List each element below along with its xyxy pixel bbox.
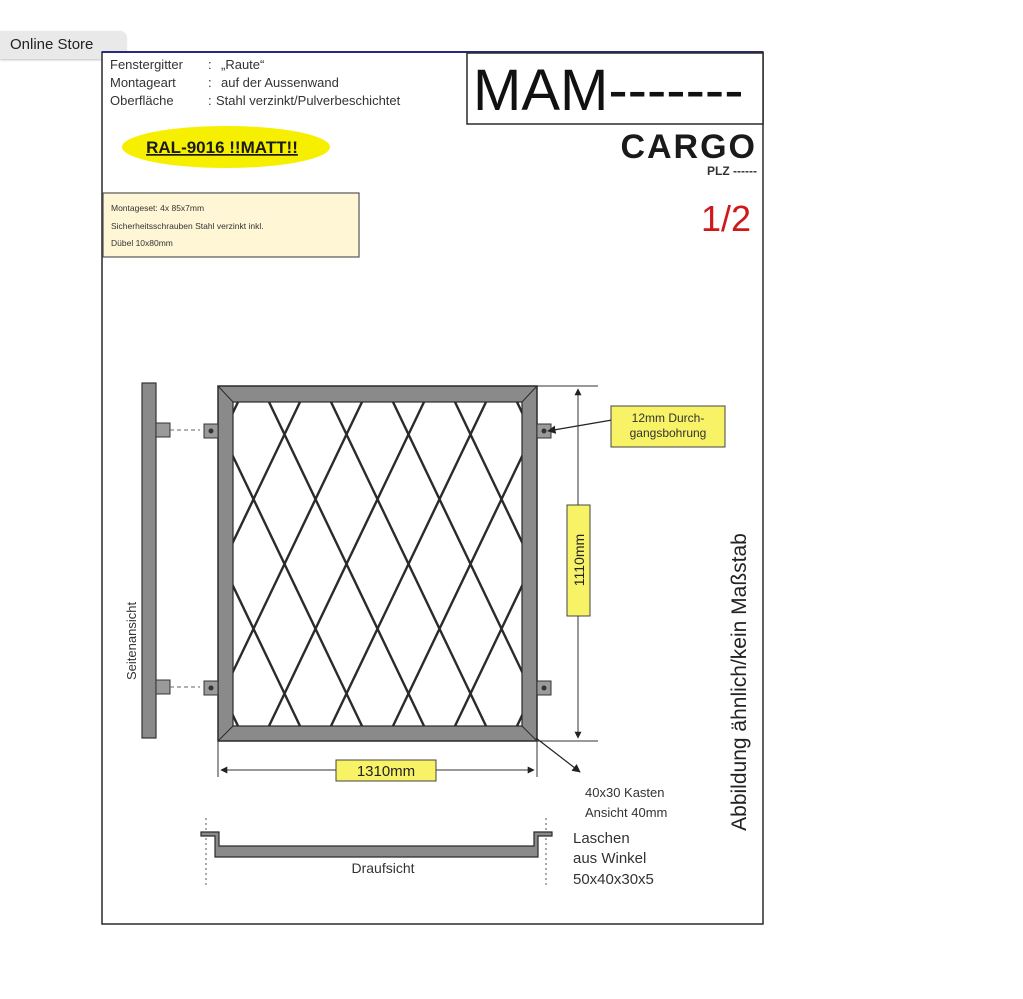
height-dim-label: 1110mm (571, 533, 587, 587)
box-note-line-1: 40x30 Kasten (585, 785, 665, 800)
spec-sep-1: : (208, 57, 212, 72)
top-view-label: Draufsicht (351, 860, 415, 876)
side-view-bracket-top (156, 423, 170, 437)
spec-key-2: Montageart (110, 75, 176, 90)
spec-key-3: Oberfläche (110, 93, 174, 108)
ral-badge-text: RAL-9016 !!MATT!! (146, 138, 298, 157)
side-view-bracket-bottom (156, 680, 170, 694)
box-note-line-2: Ansicht 40mm (585, 805, 668, 820)
side-view-label: Seitenansicht (124, 601, 139, 680)
spec-value-1: „Raute“ (221, 57, 265, 72)
spec-sep-2: : (208, 75, 212, 90)
width-dim-label: 1310mm (356, 763, 416, 780)
spec-sep-3: : (208, 93, 212, 108)
mounting-note-line-2: Sicherheitsschrauben Stahl verzinkt inkl. (111, 221, 264, 231)
brand-plz: PLZ ------ (707, 164, 757, 178)
mounting-note-line-3: Dübel 10x80mm (111, 238, 173, 248)
bracket-note-line-3: 50x40x30x5 (573, 871, 654, 888)
mounting-note-line-1: Montageset: 4x 85x7mm (111, 203, 205, 213)
spec-value-2: auf der Aussenwand (221, 75, 339, 90)
bracket-note-line-1: Laschen (573, 830, 630, 847)
spec-key-1: Fenstergitter (110, 57, 183, 72)
side-view-profile (142, 383, 156, 738)
hole-callout-line-2: gangsbohrung (629, 426, 707, 440)
hole-callout-line-1: 12mm Durch- (631, 411, 705, 425)
order-code: MAM------- (473, 58, 744, 123)
brand-name: CARGO (620, 128, 757, 166)
scale-disclaimer: Abbildung ähnlich/kein Maßstab (728, 533, 751, 831)
online-store-tab[interactable]: Online Store (0, 31, 126, 59)
page-indicator: 1/2 (700, 198, 751, 239)
spec-value-3: Stahl verzinkt/Pulverbeschichtet (216, 93, 401, 108)
bracket-note-line-2: aus Winkel (573, 850, 647, 867)
